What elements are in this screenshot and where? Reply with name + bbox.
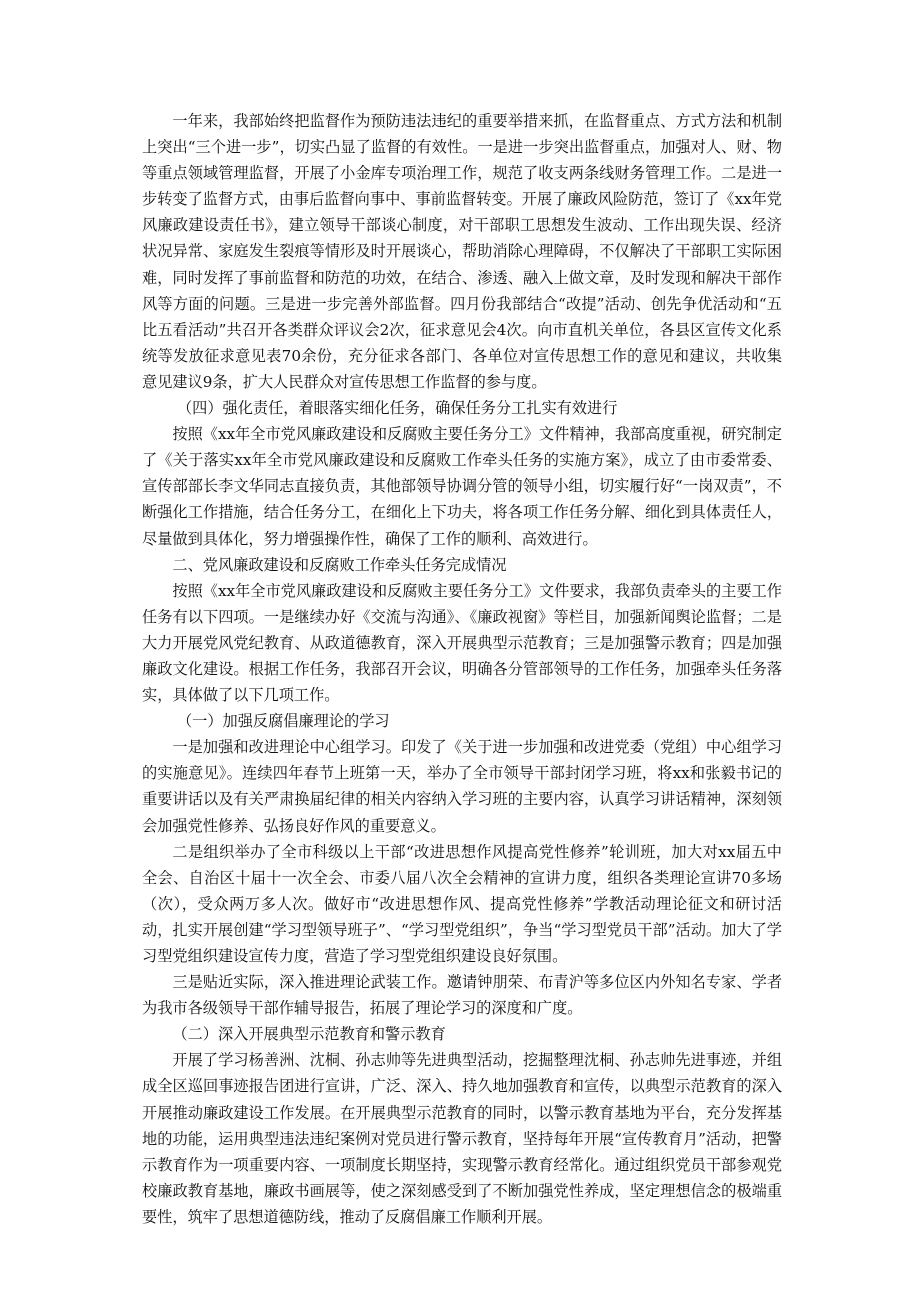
paragraph-theory-armament: 三是贴近实际，深入推进理论武装工作。邀请钟朋荣、布青沪等多位区内外知名专家、学者为我市各级领导干部作辅导报告，拓展了理论学习的深度和广度。: [142, 973, 782, 1018]
section-heading-task-completion: 二、党风廉政建设和反腐败工作牵头任务完成情况: [172, 555, 507, 574]
subheading-exemplary-education: （二）深入开展典型示范教育和警示教育: [172, 1025, 446, 1044]
paragraph-task-division: 按照《xx年全市党风廉政建设和反腐败主要任务分工》文件精神，我部高度重视，研究制定了《关于落实xx年全市党风廉政建设和反腐败工作牵头任务的实施方案》，成立了由市委常委、宣传部部长李文华同志直接负责，其他部领导协调分管的领导小组，切实履行好“一岗双责”，不断强化工作措施，结合任务分工，在细化上下功夫，将各项工作任务分解、细化到具体责任人，尽量做到具体化，努力增强操作性，确保了工作的顺利、高效进行。: [142, 425, 782, 548]
paragraph-four-tasks: 按照《xx年全市党风廉政建设和反腐败主要任务分工》文件要求，我部负责牵头的主要工作任务有以下四项。一是继续办好《交流与沟通》、《廉政视窗》等栏目，加强新闻舆论监督；二是大力开展党风党纪教育、从政道德教育，深入开展典型示范教育；三是加强警示教育；四是加强廉政文化建设。根据工作任务，我部召开会议，明确各分管部领导的工作任务，加强牵头任务落实，具体做了以下几项工作。: [142, 581, 782, 705]
subheading-theory-study: （一）加强反腐倡廉理论的学习: [176, 712, 390, 731]
paragraph-theory-center-group: 一是加强和改进理论中心组学习。印发了《关于进一步加强和改进党委（党组）中心组学习的实施意见》。连续四年春节上班第一天，举办了全市领导干部封闭学习班，将xx和张毅书记的重要讲话以及有关严肃换届纪律的相关内容纳入学习班的主要内容，认真学习讲话精神，深刻领会加强党性修养、弘扬良好作风的重要意义。: [142, 738, 782, 835]
document-body: [142, 108, 782, 1230]
subheading-strengthen-responsibility: （四）强化责任，着眼落实细化任务，确保任务分工扎实有效进行: [176, 399, 618, 418]
paragraph-training-class: 二是组织举办了全市科级以上干部“改进思想作风提高党性修养”轮训班，加大对xx届五中全会、自治区十届十一次全会、市委八届八次全会精神的宣讲力度，组织各类理论宣讲70多场（次），受众两万多人次。做好市“改进思想作风、提高党性修养”学教活动理论征文和研讨活动，扎实开展创建“学习型领导班子”、“学习型党组织”，争当“学习型党员干部”活动。加大了学习型党组织建设宣传力度，营造了学习型党组织建设良好氛围。: [142, 842, 782, 965]
paragraph-exemplary-education: 开展了学习杨善洲、沈桐、孙志帅等先进典型活动，挖掘整理沈桐、孙志帅先进事迹，并组成全区巡回事迹报告团进行宣讲，广泛、深入、持久地加强教育和宣传，以典型示范教育的深入开展推动廉政建设工作发展。在开展典型示范教育的同时，以警示教育基地为平台，充分发挥基地的功能，运用典型违法违纪案例对党员进行警示教育，坚持每年开展“宣传教育月”活动，把警示教育作为一项重要内容、一项制度长期坚持，实现警示教育经常化。通过组织党员干部参观党校廉政教育基地，廉政书画展等，使之深刻感受到了不断加强党性养成，坚定理想信念的极端重要性，筑牢了思想道德防线，推动了反腐倡廉工作顺利开展。: [142, 1051, 782, 1226]
paragraph-supervision: 一年来，我部始终把监督作为预防违法违纪的重要举措来抓，在监督重点、方式方法和机制上突出“三个进一步”，切实凸显了监督的有效性。一是进一步突出监督重点，加强对人、财、物等重点领域管理监督，开展了小金库专项治理工作，规范了收支两条线财务管理工作。二是进一步转变了监督方式，由事后监督向事中、事前监督转变。开展了廉政风险防范，签订了《xx年党风廉政建设责任书》，建立领导干部谈心制度，对干部职工思想发生波动、工作出现失误、经济状况异常、家庭发生裂痕等情形及时开展谈心，帮助消除心理障碍，不仅解决了干部职工实际困难，同时发挥了事前监督和防范的功效，在结合、渗透、融入上做文章，及时发现和解决干部作风等方面的问题。三是进一步完善外部监督。四月份我部结合“改提”活动、创先争优活动和“五比五看活动”共召开各类群众评议会2次，征求意见会4次。向市直机关单位，各县区宣传文化系统等发放征求意见表70余份，充分征求各部门、各单位对宣传思想工作的意见和建议，共收集意见建议9条，扩大人民群众对宣传思想工作监督的参与度。: [142, 112, 782, 391]
